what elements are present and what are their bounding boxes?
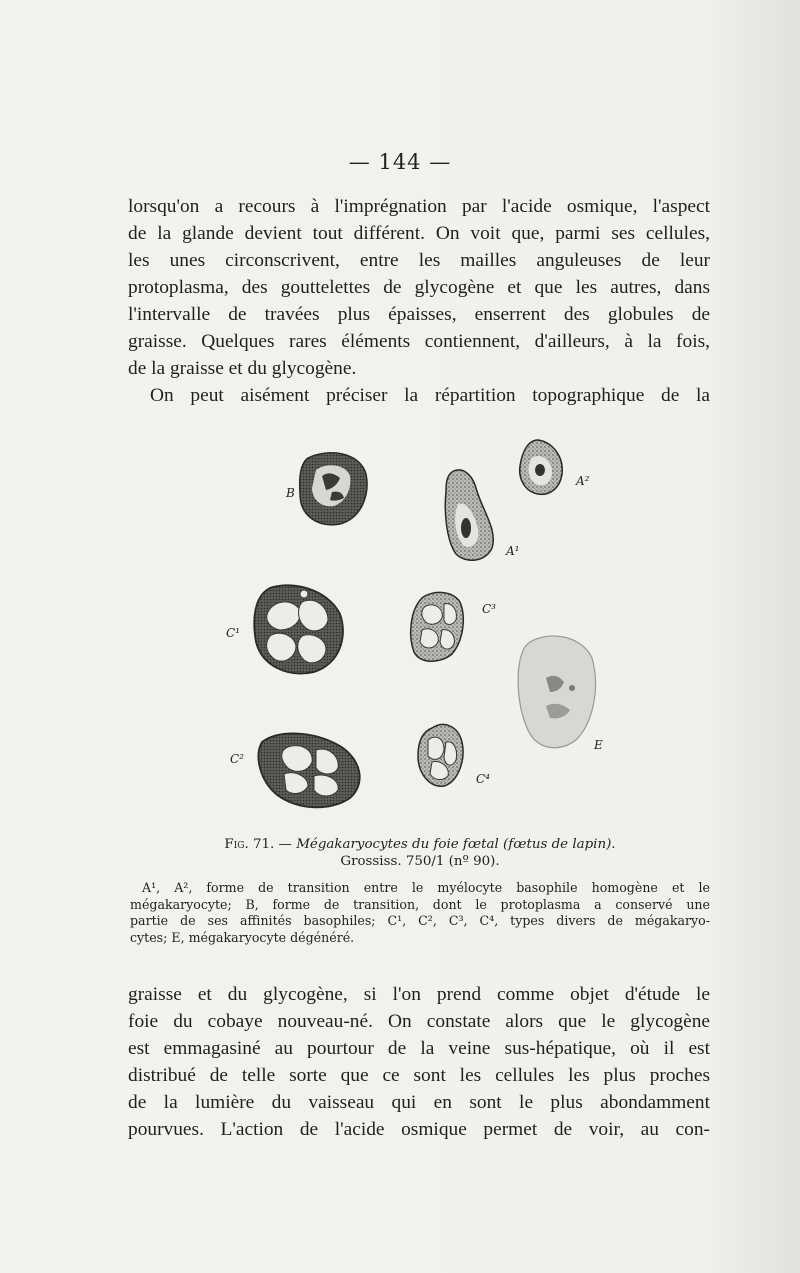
legend-line: cytes; E, mégakaryocyte dégénéré. [130, 929, 355, 945]
figure-caption [130, 836, 710, 870]
label-a1: A¹ [506, 544, 520, 558]
cell-a2 [520, 440, 563, 494]
label-c3: C³ [482, 602, 496, 616]
caption-dash: — [274, 837, 297, 852]
text-line: foie du cobaye nouveau-né. On constate alors que le glycogène [128, 1011, 710, 1032]
micrograph-illustration [200, 430, 620, 830]
label-c4: C⁴ [476, 772, 490, 786]
text-line: pourvues. L'action de l'acide osmique permet de voir, au con- [128, 1119, 710, 1140]
text-line: de la lumière du vaisseau qui en sont le plus abondamment [128, 1092, 710, 1113]
text-line: les unes circonscrivent, entre les mailles anguleuses de leur [128, 250, 710, 271]
cell-c2 [258, 733, 359, 807]
text-line: de la glande devient tout différent. On voit que, parmi ses cellules, [128, 223, 710, 244]
page-number: — 144 — [348, 150, 452, 174]
legend-line: partie de ses affinités basophiles; C¹, C², C³, C⁴, types divers de mégakaryo- [130, 913, 710, 928]
label-b: B [286, 486, 295, 500]
cell-e [518, 636, 595, 748]
cell-c1 [254, 585, 343, 673]
text-line: de la graisse et du glycogène. [128, 358, 357, 379]
label-c1: C¹ [226, 626, 240, 640]
cell-a1 [445, 470, 493, 560]
label-e: E [594, 738, 603, 752]
figure-title: Mégakaryocytes du foie fœtal (fœtus de lapin). [296, 837, 616, 852]
text-line: protoplasma, des gouttelettes de glycogène et que les autres, dans [128, 277, 710, 298]
text-line: graisse et du glycogène, si l'on prend comme objet d'étude le [128, 984, 710, 1005]
cell-b [300, 453, 367, 525]
figure-magnification: Grossiss. 750/1 (nº 90). [340, 854, 500, 869]
paragraph-bottom [128, 981, 710, 1143]
cell-c3 [411, 592, 464, 661]
text-line: lorsqu'on a recours à l'imprégnation par l'acide osmique, l'aspect [128, 196, 710, 217]
figure-71 [200, 430, 620, 830]
paragraph-top [128, 193, 710, 409]
text-line: l'intervalle de travées plus épaisses, enserrent des globules de [128, 304, 710, 325]
figure-legend [130, 880, 710, 946]
cell-c4 [418, 724, 463, 786]
text-line: graisse. Quelques rares éléments contiennent, d'ailleurs, à la fois, [128, 331, 710, 352]
legend-line: mégakaryocyte; B, forme de transition, dont le protoplasma a conservé une [130, 896, 710, 912]
label-c2: C² [230, 752, 244, 766]
figure-number: Fig. 71. [224, 837, 275, 852]
legend-line: A¹, A², forme de transition entre le myélocyte basophile homogène et le [142, 880, 710, 895]
text-line: distribué de telle sorte que ce sont les cellules les plus proches [128, 1065, 710, 1086]
label-a2: A² [576, 474, 590, 488]
text-line: est emmagasiné au pourtour de la veine sus-hépatique, où il est [128, 1038, 710, 1059]
text-line: On peut aisément préciser la répartition topographique de la [150, 385, 710, 406]
